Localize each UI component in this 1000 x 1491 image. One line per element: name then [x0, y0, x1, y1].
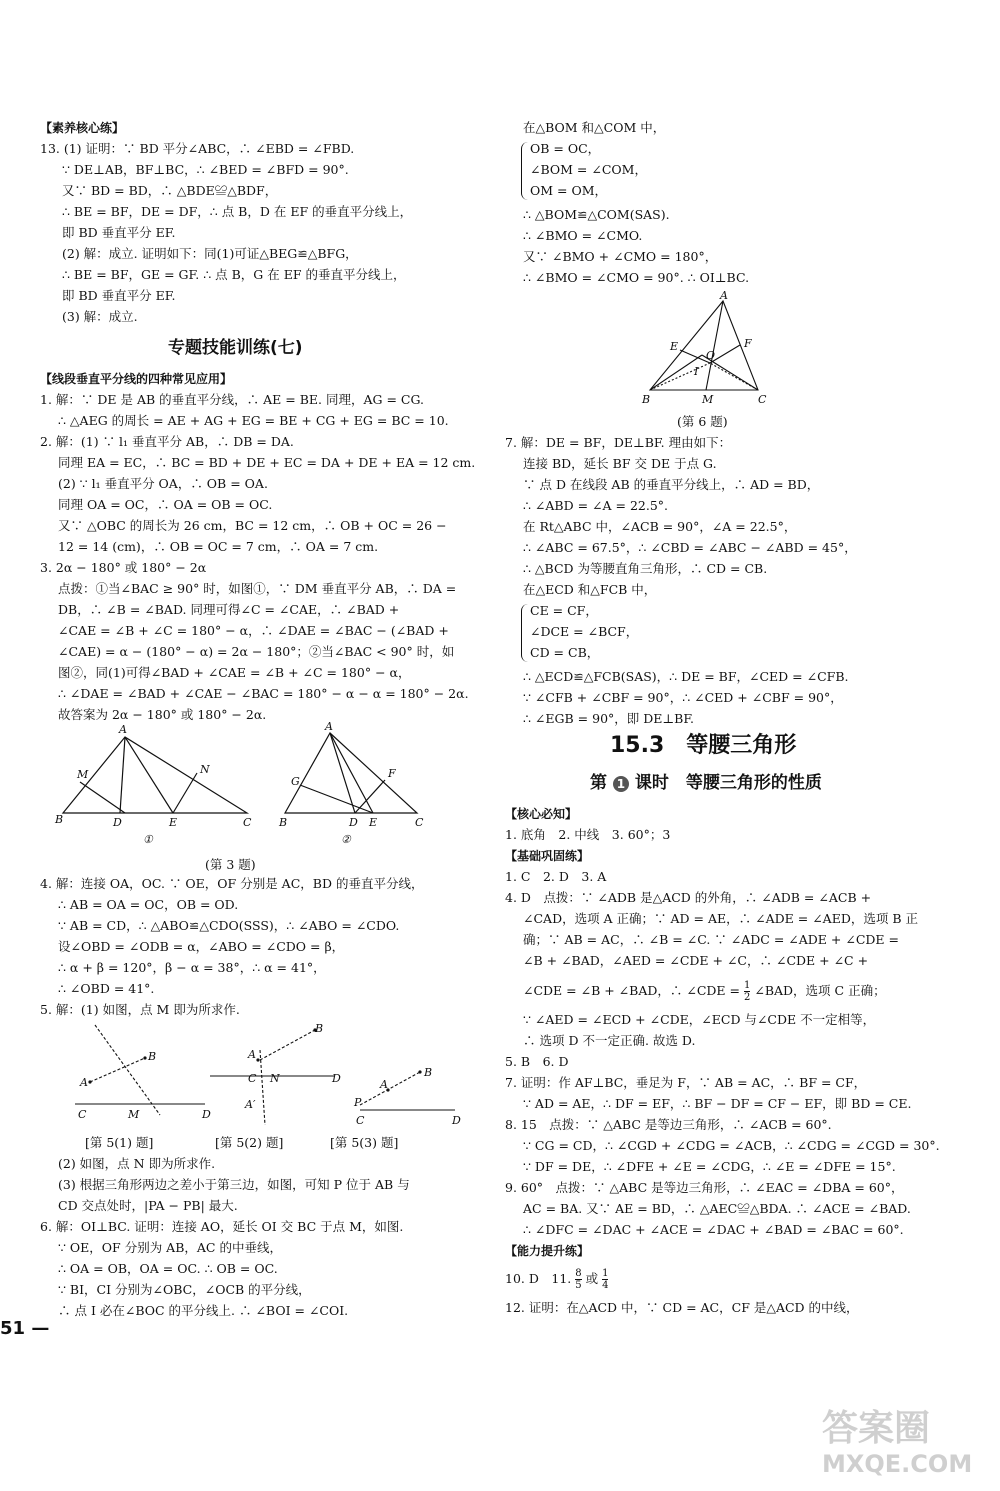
fig6-label: B [642, 393, 651, 406]
text-line: ∵ DF = DE，∴ ∠DFE + ∠E = ∠CDG，∴ ∠E = ∠DFE = 15°. [523, 1159, 896, 1174]
text-line: ∴ ∠BMO = ∠CMO. [523, 228, 643, 243]
figure-caption: (第 3 题) [205, 857, 256, 872]
text-line: ∴ α + β = 120°，β − α = 38°，∴ α = 41°， [58, 960, 326, 975]
lesson-title [590, 775, 822, 792]
text-line [523, 980, 886, 1003]
section-heading: 【素养核心练】 [40, 121, 125, 135]
text-line: ∴ ∠BMO = ∠CMO = 90°. ∴ OI⊥BC. [523, 270, 750, 285]
fig5-label: B [424, 1066, 433, 1079]
text-line: ∴ BE = BF，GE = GF. ∴ 点 B，G 在 EF 的垂直平分线上， [62, 267, 406, 282]
fig3-label: A [325, 720, 333, 733]
text-line: ∴ BE = BF，DE = DF，∴ 点 B，D 在 EF 的垂直平分线上， [62, 204, 413, 219]
text-line: ∴ ∠DFC = ∠DAC + ∠ACE = ∠DAC + ∠BAD = ∠BAC = 60°. [523, 1222, 904, 1237]
fig3-label: B [279, 816, 288, 829]
figure-5 [70, 1020, 460, 1130]
fraction-denominator: 4 [602, 1280, 609, 1291]
text-line: ∵ BI，CI 分别为∠OBC，∠OCB 的平分线， [58, 1282, 311, 1297]
watermark-logo-text: 答案圈 [822, 1408, 931, 1449]
fig5-label: A [380, 1078, 388, 1091]
text-line: ∴ OA = OB，OA = OC. ∴ OB = OC. [58, 1261, 278, 1276]
text-line: 6. 解：OI⊥BC. 证明：连接 AO，延长 OI 交 BC 于点 M，如图. [40, 1219, 404, 1234]
text-line: 13. (1) 证明：∵ BD 平分∠ABC，∴ ∠EBD = ∠FBD. [40, 141, 355, 156]
text-line: ∴ ∠ABD = ∠A = 22.5°. [523, 498, 669, 513]
text-line: ∠B + ∠BAD，∠AED = ∠CDE + ∠C，∴ ∠CDE + ∠C + [523, 953, 869, 968]
fig3-label: G [291, 775, 300, 788]
text-line: OM = OM， [530, 183, 608, 198]
text-line: ∵ DE⊥AB，BF⊥BC，∴ ∠BED = ∠BFD = 90°. [62, 162, 349, 177]
figure-3 [55, 720, 455, 855]
lesson-title-suffix: 课时 等腰三角形的性质 [634, 773, 822, 793]
text-line: ∵ AB = CD，∴ △ABO≌△CDO(SSS)，∴ ∠ABO = ∠CDO. [58, 918, 400, 933]
text-segment: ∠CDE = ∠B + ∠BAD，∴ ∠CDE = [523, 983, 740, 998]
figure-caption: (第 6 题) [677, 414, 728, 429]
fraction-8-5 [575, 1268, 581, 1291]
text-line: 设∠OBD = ∠ODB = α，∠ABO = ∠CDO = β， [58, 939, 345, 954]
section-heading: 【核心必知】 [505, 807, 578, 821]
text-line: 5. 解：(1) 如图，点 M 即为所求作. [40, 1002, 240, 1017]
fig6-label: E [670, 340, 679, 353]
fig5-label: C [356, 1114, 365, 1127]
text-line [505, 1268, 608, 1291]
text-line: 9. 60° 点拨：∵ △ABC 是等边三角形，∴ ∠EAC = ∠DBA = 60°， [505, 1180, 904, 1195]
text-line: 同理 OA = OC，∴ OA = OB = OC. [58, 497, 273, 512]
text-line: 故答案为 2α − 180° 或 180° − 2α. [58, 707, 267, 722]
text-line: 又∵ BD = BD，∴ △BDE≌△BDF， [62, 183, 278, 198]
fraction-denominator: 5 [575, 1280, 582, 1291]
fig5-label: D [452, 1114, 461, 1127]
text-line: 即 BD 垂直平分 EF. [62, 225, 176, 240]
text-line: DB，∴ ∠B = ∠BAD. 同理可得∠C = ∠CAE，∴ ∠BAD + [58, 602, 400, 617]
text-line: ∠CAD，选项 A 正确；∵ AD = AE，∴ ∠ADE = ∠AED，选项 B 正 [523, 911, 918, 926]
fig3-label: E [169, 816, 178, 829]
text-line: 3. 2α − 180° 或 180° − 2α [40, 560, 207, 575]
fig5-label: P [354, 1096, 362, 1109]
text-line: 4. D 点拨：∵ ∠ADB 是△ACD 的外角，∴ ∠ADB = ∠ACB + [505, 890, 872, 905]
page-number: 51 — [0, 1318, 50, 1339]
fig5-label: D [332, 1072, 341, 1085]
text-line: ∴ ∠EGB = 90°，即 DE⊥BF. [523, 711, 695, 726]
figure-caption: [第 5(2) 题] [215, 1135, 284, 1150]
text-line: ∴ △ECD≌△FCB(SAS)，∴ DE = BF，∠CED = ∠CFB. [523, 669, 849, 684]
text-line: 即 BD 垂直平分 EF. [62, 288, 176, 303]
text-line: 又∵ △OBC 的周长为 26 cm，BC = 12 cm，∴ OB + OC = 26 − [58, 518, 447, 533]
fig6-label: F [744, 337, 752, 350]
text-line: ∴ ∠ABC = 67.5°，∴ ∠CBD = ∠ABC − ∠ABD = 45°， [523, 540, 857, 555]
text-line: (3) 根据三角形两边之差小于第三边，如图，可知 P 位于 AB 与 [58, 1177, 410, 1192]
figure-6 [640, 289, 770, 410]
text-line: 7. 解：DE = BF，DE⊥BF. 理由如下： [505, 435, 732, 450]
text-line: ∠CAE) = α − (180° − α) = 2α − 180°；②当∠BAC < 90° 时，如 [58, 644, 455, 659]
text-line: 连接 BD，延长 BF 交 DE 于点 G. [523, 456, 717, 471]
text-line: CE = CF， [530, 603, 598, 618]
text-line: 又∵ ∠BMO + ∠CMO = 180°， [523, 249, 718, 264]
brace [521, 142, 528, 200]
section-heading: 【基础巩固练】 [505, 849, 590, 863]
fig3-label: ② [341, 833, 351, 846]
text-line: 1. 底角 2. 中线 3. 60°；3 [505, 827, 671, 842]
text-line: 12 = 14 (cm)，∴ OB = OC = 7 cm，∴ OA = 7 cm. [58, 539, 379, 554]
fig3-label: D [113, 816, 122, 829]
fraction-one-half [744, 980, 750, 1003]
lesson-number-badge: 1 [613, 776, 629, 792]
fraction-numerator: 1 [602, 1268, 609, 1279]
text-line: 在 Rt△ABC 中，∠ACB = 90°，∠A = 22.5°， [523, 519, 797, 534]
fig3-label: M [77, 768, 89, 781]
text-segment: ∠BAD，选项 C 正确； [754, 983, 886, 998]
text-line: (3) 解：成立. [62, 309, 138, 324]
fraction-1-4 [602, 1268, 608, 1291]
text-line: 图②，同(1)可得∠BAD + ∠CAE = ∠B + ∠C = 180° − α， [58, 665, 411, 680]
lesson-title-prefix: 第 [590, 773, 607, 793]
text-line: 确；∵ AB = AC，∴ ∠B = ∠C. ∵ ∠ADC = ∠ADE + ∠CDE = [523, 932, 899, 947]
fig6-label: C [758, 393, 767, 406]
text-line: AC = BA. 又∵ AE = BD，∴ △AEC≌△BDA. ∴ ∠ACE = ∠BAD. [523, 1201, 911, 1216]
fraction-numerator: 1 [743, 980, 751, 991]
text-line: 在△ECD 和△FCB 中， [523, 582, 657, 597]
fig5-label: C [78, 1108, 87, 1121]
text-line: ∠CAE = ∠B + ∠C = 180° − α，∴ ∠DAE = ∠BAC − (∠BAD + [58, 623, 449, 638]
brace [521, 604, 528, 662]
watermark-url: MXQE.COM [822, 1450, 973, 1478]
text-line: 5. B 6. D [505, 1054, 569, 1069]
text-line: 4. 解：连接 OA，OC. ∵ OE，OF 分别是 AC，BD 的垂直平分线， [40, 876, 424, 891]
fig3-label: E [369, 816, 378, 829]
fig3-label: C [415, 816, 424, 829]
fig3-label: F [388, 767, 396, 780]
text-line: (2) 解：成立. 证明如下：同(1)可证△BEG≌△BFG， [62, 246, 358, 261]
text-line: ∵ CG = CD，∴ ∠CGD + ∠CDG = ∠ACB，∴ ∠CDG = ∠CGD = 30°. [523, 1138, 940, 1153]
fig5-label: M [128, 1108, 140, 1121]
section-title: 15.3 等腰三角形 [610, 733, 797, 758]
fig5-label: A [80, 1076, 88, 1089]
text-line: CD = CB， [530, 645, 600, 660]
fig5-label: A′ [245, 1098, 256, 1111]
text-line: ∵ 点 D 在线段 AB 的垂直平分线上，∴ AD = BD， [523, 477, 820, 492]
text-line: 8. 15 点拨：∵ △ABC 是等边三角形，∴ ∠ACB = 60°. [505, 1117, 832, 1132]
fig3-label: ① [143, 833, 153, 846]
fig3-label: A [119, 723, 127, 736]
figure-caption: [第 5(3) 题] [330, 1135, 399, 1150]
text-line: OB = OC， [530, 141, 601, 156]
section-heading: 【线段垂直平分线的四种常见应用】 [40, 372, 233, 386]
text-line: ∴ ∠OBD = 41°. [58, 981, 155, 996]
fig3-label: D [349, 816, 358, 829]
text-line: ∵ OE，OF 分别为 AB，AC 的中垂线， [58, 1240, 282, 1255]
text-line: 1. 解：∵ DE 是 AB 的垂直平分线，∴ AE = BE. 同理，AG = CG. [40, 392, 424, 407]
text-line: 12. 证明：在△ACD 中，∵ CD = AC，CF 是△ACD 的中线， [505, 1300, 859, 1315]
text-segment: 或 [585, 1271, 599, 1286]
section-heading: 【能力提升练】 [505, 1244, 590, 1258]
text-line: ∠DCE = ∠BCF， [530, 624, 639, 639]
topic-title: 专题技能训练(七) [168, 338, 303, 358]
text-line: (2) 如图，点 N 即为所求作. [58, 1156, 216, 1171]
text-line: ∴ 点 I 必在∠BOC 的平分线上. ∴ ∠BOI = ∠COI. [58, 1303, 349, 1318]
text-line: ∴ 选项 D 不一定正确. 故选 D. [523, 1033, 696, 1048]
fig6-label: I [694, 365, 699, 378]
text-line: 同理 EA = EC，∴ BC = BD + DE + EC = DA + DE + EA = 12 cm. [58, 455, 476, 470]
text-line: 点拨：①当∠BAC ≥ 90° 时，如图①，∵ DM 垂直平分 AB，∴ DA = [58, 581, 457, 596]
text-segment: 10. D 11. [505, 1271, 572, 1286]
fig6-label: O [706, 349, 716, 362]
text-line: 在△BOM 和△COM 中， [523, 120, 666, 135]
fig6-label: M [702, 393, 714, 406]
text-line: ∴ AB = OA = OC，OB = OD. [58, 897, 239, 912]
text-line: ∠BOM = ∠COM， [530, 162, 647, 177]
fig5-label: B [148, 1050, 157, 1063]
fig6-label: A [720, 289, 728, 302]
text-line: 7. 证明：作 AF⊥BC，垂足为 F，∵ AB = AC，∴ BF = CF， [505, 1075, 867, 1090]
fig5-label: C [248, 1072, 257, 1085]
fraction-denominator: 2 [743, 992, 751, 1003]
text-line: 2. 解：(1) ∵ l₁ 垂直平分 AB，∴ DB = DA. [40, 434, 294, 449]
text-line: ∵ AD = AE，∴ DF = EF，∴ BF − DF = CF − EF，即 BD = CE. [523, 1096, 912, 1111]
text-line: ∴ △BCD 为等腰直角三角形，∴ CD = CB. [523, 561, 768, 576]
fraction-numerator: 8 [575, 1268, 582, 1279]
text-line: ∴ ∠DAE = ∠BAD + ∠CAE − ∠BAC = 180° − α − α = 180° − 2α. [58, 686, 469, 701]
text-line: ∴ △AEG 的周长 = AE + AG + EG = BE + CG + EG = BC = 10. [58, 413, 449, 428]
text-line: 1. C 2. D 3. A [505, 869, 607, 884]
fig3-label: C [243, 816, 252, 829]
text-line: ∴ △BOM≌△COM(SAS). [523, 207, 670, 222]
text-line: ∵ ∠CFB + ∠CBF = 90°，∴ ∠CED + ∠CBF = 90°， [523, 690, 843, 705]
fig5-label: A [248, 1048, 256, 1061]
text-line: CD 交点处时，|PA − PB| 最大. [58, 1198, 238, 1213]
text-line: ∵ ∠AED = ∠ECD + ∠CDE，∠ECD 与∠CDE 不一定相等， [523, 1012, 876, 1027]
text-line: (2) ∵ l₁ 垂直平分 OA，∴ OB = OA. [58, 476, 268, 491]
fig5-label: N [270, 1072, 280, 1085]
fig5-label: D [202, 1108, 211, 1121]
fig3-label: N [200, 763, 210, 776]
fig3-label: B [55, 813, 64, 826]
figure-caption: [第 5(1) 题] [85, 1135, 154, 1150]
fig5-label: B [315, 1022, 324, 1035]
